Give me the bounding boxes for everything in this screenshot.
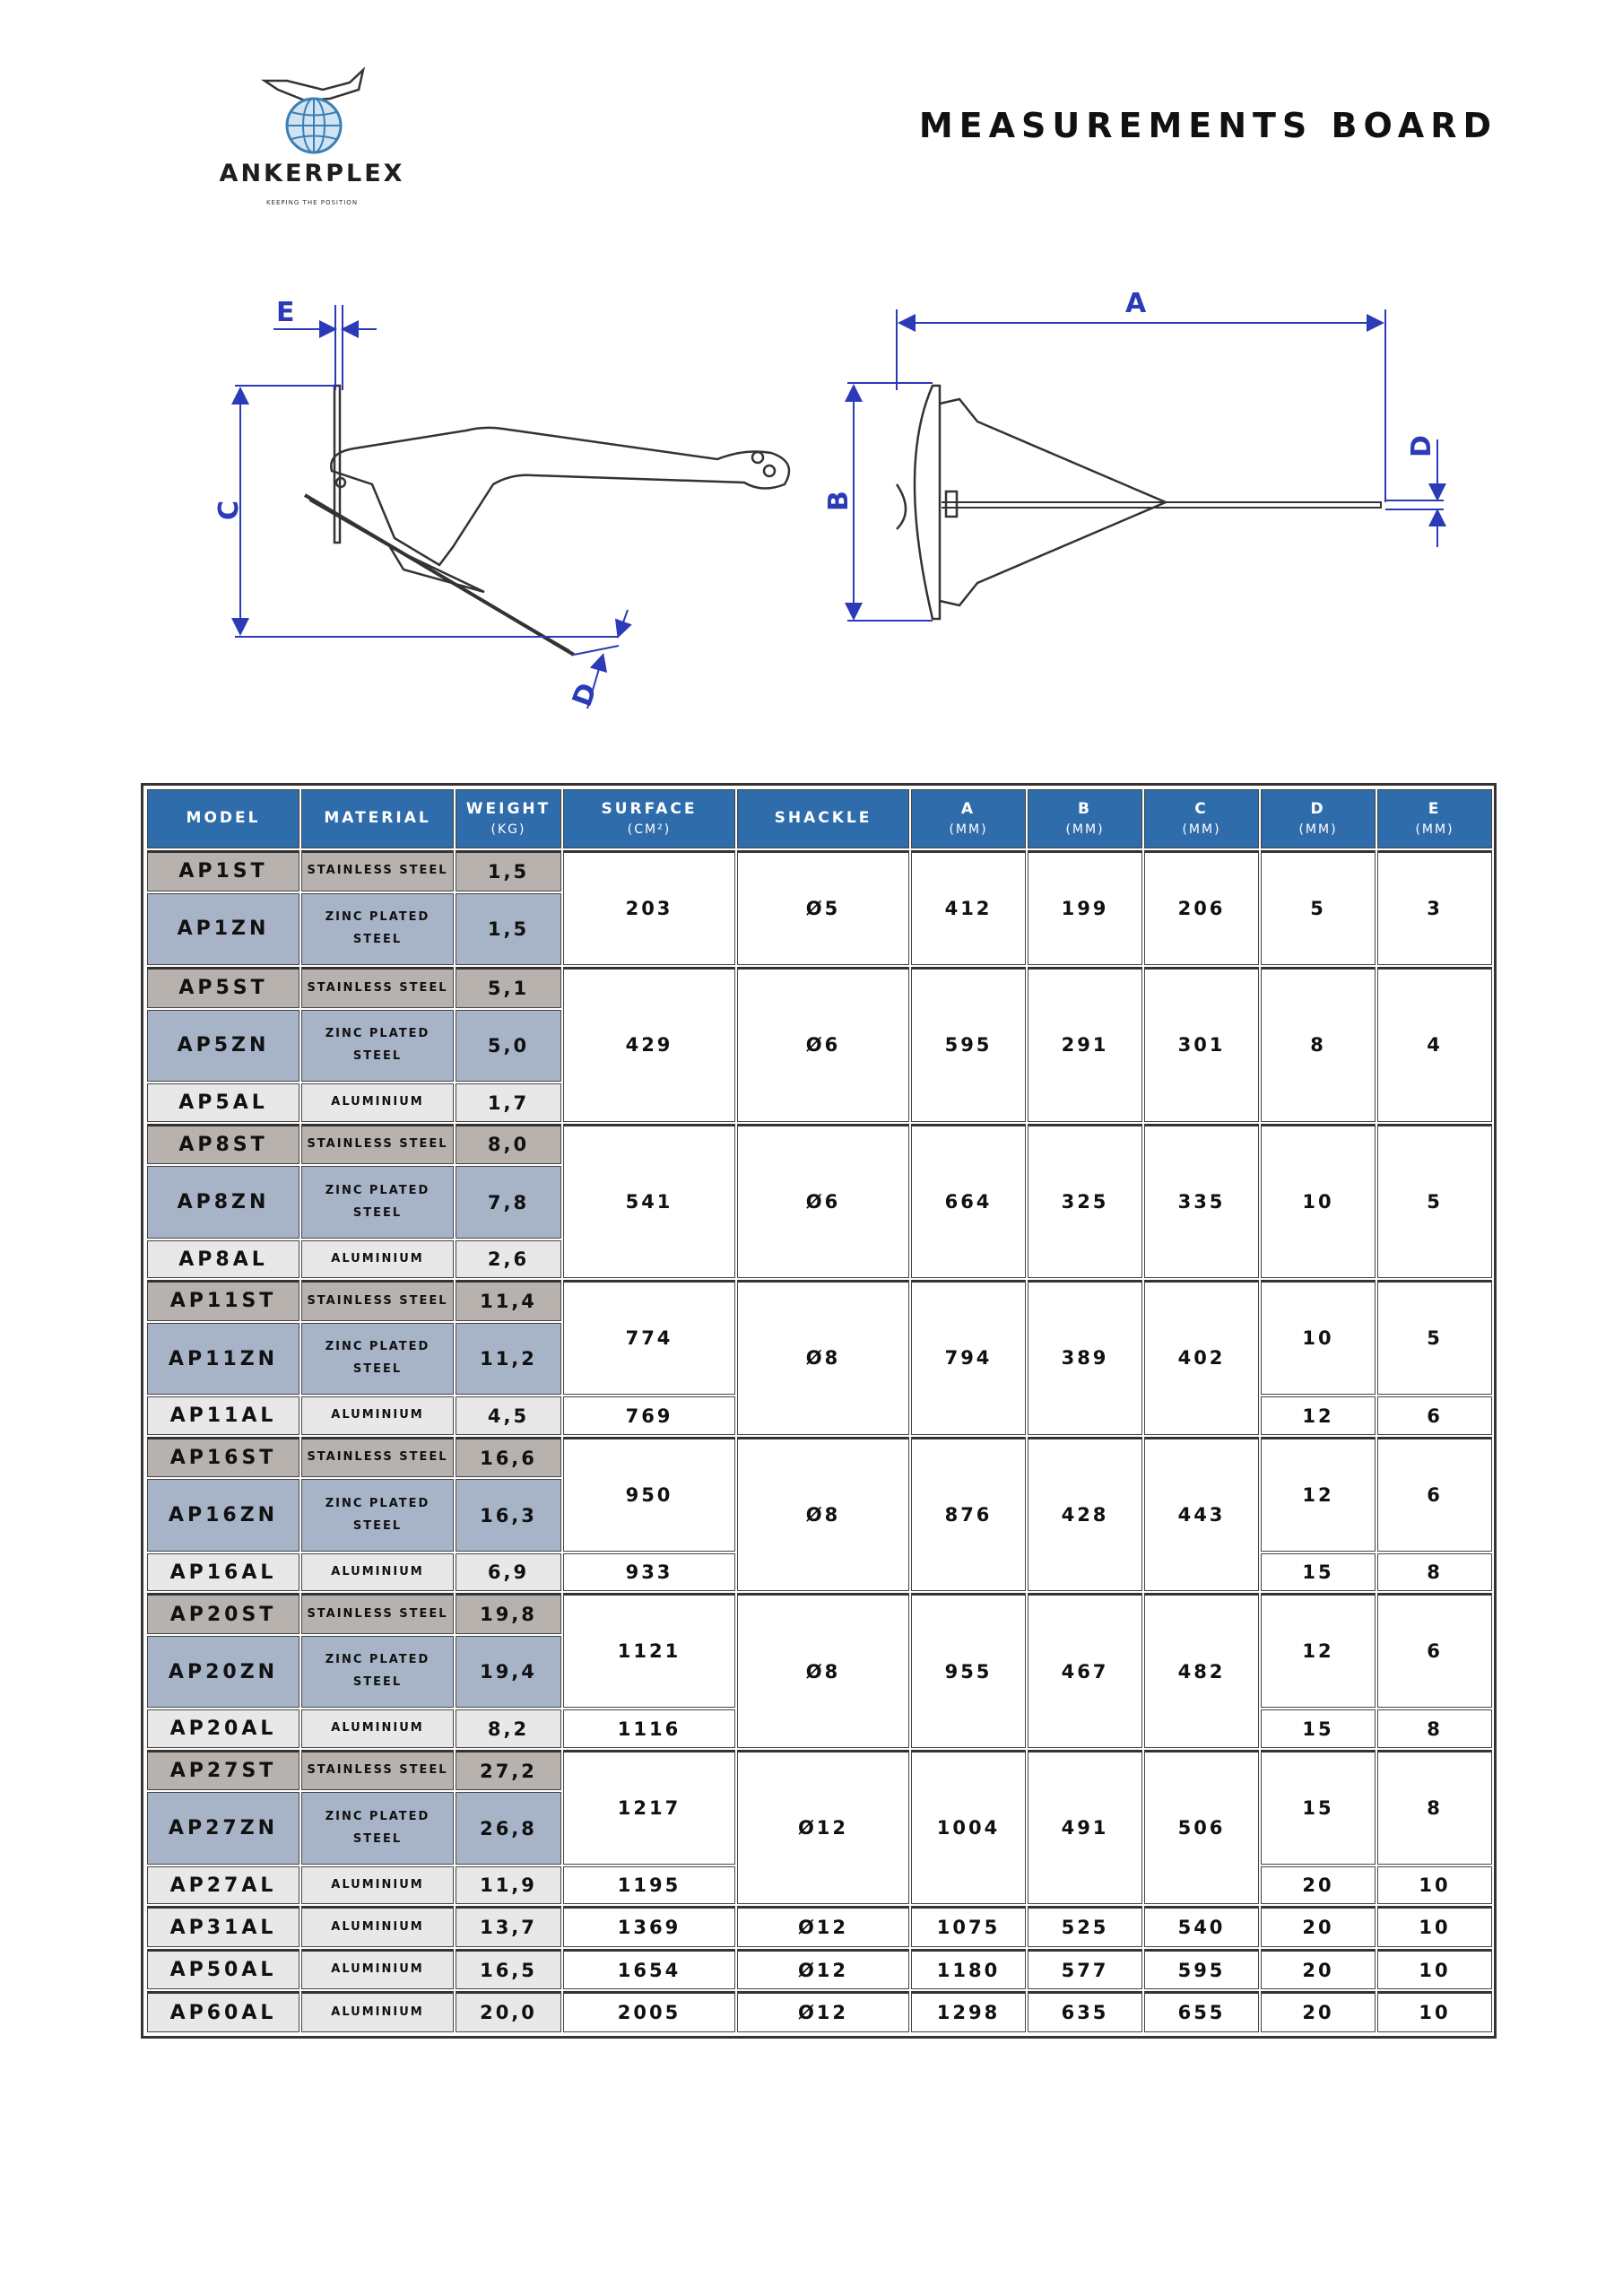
a-cell: 412	[911, 850, 1026, 965]
dimension-label-a: A	[1125, 288, 1147, 319]
weight-cell: 8,0	[456, 1124, 561, 1165]
e-cell: 3	[1377, 850, 1492, 965]
weight-cell: 19,4	[456, 1636, 561, 1709]
header-weight: WEIGHT (KG)	[456, 789, 561, 848]
e-cell: 10	[1377, 1991, 1492, 2032]
brand-name: ANKERPLEX	[219, 160, 405, 187]
table-header-row	[147, 789, 1492, 848]
weight-cell: 1,7	[456, 1083, 561, 1121]
weight-cell: 5,1	[456, 967, 561, 1008]
material-cell: ALUMINIUM	[301, 1949, 454, 1990]
shackle-cell: Ø6	[737, 1124, 909, 1279]
weight-cell: 16,5	[456, 1949, 561, 1990]
d-cell: 15	[1261, 1709, 1376, 1747]
material-cell: ZINC PLATED STEEL	[301, 1323, 454, 1396]
header-surface: SURFACE (CM²)	[563, 789, 735, 848]
weight-cell: 20,0	[456, 1991, 561, 2032]
e-cell: 8	[1377, 1553, 1492, 1591]
material-cell: ZINC PLATED STEEL	[301, 1479, 454, 1552]
c-cell: 443	[1144, 1437, 1259, 1592]
e-cell: 5	[1377, 1124, 1492, 1279]
weight-cell: 6,9	[456, 1553, 561, 1591]
dimension-label-b: B	[823, 491, 855, 511]
dimension-label-d-side: D	[566, 679, 604, 711]
header-e: E (MM)	[1377, 789, 1492, 848]
d-cell: 5	[1261, 850, 1376, 965]
model-cell: AP11ST	[147, 1280, 299, 1321]
weight-cell: 5,0	[456, 1010, 561, 1083]
model-cell: AP1ST	[147, 850, 299, 891]
b-cell: 635	[1028, 1991, 1142, 2032]
d-cell: 20	[1261, 1949, 1376, 1990]
model-cell: AP5ST	[147, 967, 299, 1008]
surface-cell: 1195	[563, 1866, 735, 1904]
weight-cell: 11,2	[456, 1323, 561, 1396]
shackle-cell: Ø8	[737, 1280, 909, 1435]
anchor-dimension-diagram	[0, 269, 1623, 735]
header-d: D (MM)	[1261, 789, 1376, 848]
surface-cell: 1369	[563, 1906, 735, 1947]
shackle-cell: Ø12	[737, 1949, 909, 1990]
weight-cell: 4,5	[456, 1396, 561, 1434]
surface-cell: 769	[563, 1396, 735, 1434]
shackle-cell: Ø12	[737, 1750, 909, 1905]
weight-cell: 16,3	[456, 1479, 561, 1552]
b-cell: 467	[1028, 1593, 1142, 1748]
surface-cell: 774	[563, 1280, 735, 1395]
weight-cell: 1,5	[456, 850, 561, 891]
dimension-label-c: C	[213, 500, 245, 520]
e-cell: 10	[1377, 1866, 1492, 1904]
c-cell: 595	[1144, 1949, 1259, 1990]
a-cell: 1180	[911, 1949, 1026, 1990]
measurements-table	[141, 783, 1497, 2039]
d-cell: 12	[1261, 1593, 1376, 1708]
material-cell: ZINC PLATED STEEL	[301, 1792, 454, 1865]
header-a: A (MM)	[911, 789, 1026, 848]
weight-cell: 16,6	[456, 1437, 561, 1478]
side-view-anchor	[305, 386, 789, 655]
side-view-dimensions	[235, 305, 628, 709]
d-cell: 12	[1261, 1437, 1376, 1552]
header-b: B (MM)	[1028, 789, 1142, 848]
e-cell: 4	[1377, 967, 1492, 1122]
e-cell: 10	[1377, 1949, 1492, 1990]
b-cell: 525	[1028, 1906, 1142, 1947]
material-cell: ZINC PLATED STEEL	[301, 1166, 454, 1239]
c-cell: 540	[1144, 1906, 1259, 1947]
top-view-dimensions	[847, 309, 1444, 621]
model-cell: AP11ZN	[147, 1323, 299, 1396]
e-cell: 6	[1377, 1437, 1492, 1552]
shackle-cell: Ø12	[737, 1906, 909, 1947]
material-cell: ZINC PLATED STEEL	[301, 1010, 454, 1083]
e-cell: 8	[1377, 1709, 1492, 1747]
d-cell: 15	[1261, 1553, 1376, 1591]
material-cell: STAINLESS STEEL	[301, 1437, 454, 1478]
material-cell: STAINLESS STEEL	[301, 1124, 454, 1165]
model-cell: AP60AL	[147, 1991, 299, 2032]
surface-cell: 950	[563, 1437, 735, 1552]
weight-cell: 1,5	[456, 893, 561, 966]
model-cell: AP16ZN	[147, 1479, 299, 1552]
model-cell: AP16AL	[147, 1553, 299, 1591]
model-cell: AP20ZN	[147, 1636, 299, 1709]
weight-cell: 26,8	[456, 1792, 561, 1865]
model-cell: AP31AL	[147, 1906, 299, 1947]
material-cell: STAINLESS STEEL	[301, 850, 454, 891]
material-cell: ALUMINIUM	[301, 1991, 454, 2032]
measurements-grid	[145, 787, 1494, 2034]
material-cell: ALUMINIUM	[301, 1083, 454, 1121]
header-material: MATERIAL	[301, 789, 454, 848]
page-title: MEASUREMENTS BOARD	[918, 106, 1497, 145]
model-cell: AP8ZN	[147, 1166, 299, 1239]
model-cell: AP8AL	[147, 1240, 299, 1278]
material-cell: ZINC PLATED STEEL	[301, 893, 454, 966]
material-cell: STAINLESS STEEL	[301, 1593, 454, 1634]
surface-cell: 1654	[563, 1949, 735, 1990]
a-cell: 664	[911, 1124, 1026, 1279]
d-cell: 20	[1261, 1991, 1376, 2032]
header-c: C (MM)	[1144, 789, 1259, 848]
table-row	[147, 1991, 1492, 2032]
material-cell: ALUMINIUM	[301, 1240, 454, 1278]
b-cell: 491	[1028, 1750, 1142, 1905]
d-cell: 10	[1261, 1124, 1376, 1279]
surface-cell: 1217	[563, 1750, 735, 1865]
table-row	[147, 967, 1492, 1008]
a-cell: 876	[911, 1437, 1026, 1592]
e-cell: 6	[1377, 1396, 1492, 1434]
weight-cell: 7,8	[456, 1166, 561, 1239]
table-row	[147, 1906, 1492, 1947]
table-row	[147, 1124, 1492, 1165]
model-cell: AP27ST	[147, 1750, 299, 1791]
shackle-cell: Ø8	[737, 1437, 909, 1592]
header-shackle: SHACKLE	[737, 789, 909, 848]
material-cell: ALUMINIUM	[301, 1709, 454, 1747]
model-cell: AP20ST	[147, 1593, 299, 1634]
surface-cell: 541	[563, 1124, 735, 1279]
c-cell: 655	[1144, 1991, 1259, 2032]
b-cell: 389	[1028, 1280, 1142, 1435]
shackle-cell: Ø12	[737, 1991, 909, 2032]
material-cell: ALUMINIUM	[301, 1553, 454, 1591]
d-cell: 12	[1261, 1396, 1376, 1434]
weight-cell: 11,4	[456, 1280, 561, 1321]
b-cell: 577	[1028, 1949, 1142, 1990]
a-cell: 595	[911, 967, 1026, 1122]
model-cell: AP1ZN	[147, 893, 299, 966]
d-cell: 15	[1261, 1750, 1376, 1865]
a-cell: 1004	[911, 1750, 1026, 1905]
model-cell: AP8ST	[147, 1124, 299, 1165]
a-cell: 794	[911, 1280, 1026, 1435]
a-cell: 955	[911, 1593, 1026, 1748]
material-cell: STAINLESS STEEL	[301, 967, 454, 1008]
anchor-globe-icon	[170, 63, 457, 161]
table-row	[147, 1280, 1492, 1321]
b-cell: 291	[1028, 967, 1142, 1122]
weight-cell: 19,8	[456, 1593, 561, 1634]
model-cell: AP27AL	[147, 1866, 299, 1904]
table-row	[147, 1593, 1492, 1634]
shackle-cell: Ø8	[737, 1593, 909, 1748]
b-cell: 325	[1028, 1124, 1142, 1279]
table-row	[147, 1750, 1492, 1791]
model-cell: AP16ST	[147, 1437, 299, 1478]
d-cell: 8	[1261, 967, 1376, 1122]
brand-tagline: KEEPING THE POSITION	[265, 199, 359, 206]
shackle-cell: Ø6	[737, 967, 909, 1122]
e-cell: 8	[1377, 1750, 1492, 1865]
table-row	[147, 1949, 1492, 1990]
b-cell: 428	[1028, 1437, 1142, 1592]
top-view-anchor	[897, 386, 1381, 619]
surface-cell: 1121	[563, 1593, 735, 1708]
model-cell: AP5ZN	[147, 1010, 299, 1083]
b-cell: 199	[1028, 850, 1142, 965]
surface-cell: 2005	[563, 1991, 735, 2032]
surface-cell: 933	[563, 1553, 735, 1591]
table-row	[147, 1437, 1492, 1478]
weight-cell: 11,9	[456, 1866, 561, 1904]
e-cell: 6	[1377, 1593, 1492, 1708]
c-cell: 482	[1144, 1593, 1259, 1748]
e-cell: 10	[1377, 1906, 1492, 1947]
brand-logo	[170, 63, 457, 215]
weight-cell: 8,2	[456, 1709, 561, 1747]
e-cell: 5	[1377, 1280, 1492, 1395]
d-cell: 10	[1261, 1280, 1376, 1395]
shackle-cell: Ø5	[737, 850, 909, 965]
surface-cell: 203	[563, 850, 735, 965]
d-cell: 20	[1261, 1906, 1376, 1947]
weight-cell: 13,7	[456, 1906, 561, 1947]
a-cell: 1075	[911, 1906, 1026, 1947]
table-row	[147, 850, 1492, 891]
c-cell: 402	[1144, 1280, 1259, 1435]
c-cell: 301	[1144, 967, 1259, 1122]
dimension-label-d-top: D	[1406, 435, 1437, 457]
model-cell: AP11AL	[147, 1396, 299, 1434]
dimension-label-e: E	[276, 297, 295, 328]
model-cell: AP27ZN	[147, 1792, 299, 1865]
material-cell: ZINC PLATED STEEL	[301, 1636, 454, 1709]
material-cell: ALUMINIUM	[301, 1396, 454, 1434]
material-cell: STAINLESS STEEL	[301, 1750, 454, 1791]
c-cell: 335	[1144, 1124, 1259, 1279]
surface-cell: 1116	[563, 1709, 735, 1747]
surface-cell: 429	[563, 967, 735, 1122]
header-model: MODEL	[147, 789, 299, 848]
model-cell: AP5AL	[147, 1083, 299, 1121]
material-cell: STAINLESS STEEL	[301, 1280, 454, 1321]
a-cell: 1298	[911, 1991, 1026, 2032]
weight-cell: 2,6	[456, 1240, 561, 1278]
c-cell: 506	[1144, 1750, 1259, 1905]
d-cell: 20	[1261, 1866, 1376, 1904]
c-cell: 206	[1144, 850, 1259, 965]
material-cell: ALUMINIUM	[301, 1866, 454, 1904]
model-cell: AP50AL	[147, 1949, 299, 1990]
model-cell: AP20AL	[147, 1709, 299, 1747]
weight-cell: 27,2	[456, 1750, 561, 1791]
material-cell: ALUMINIUM	[301, 1906, 454, 1947]
